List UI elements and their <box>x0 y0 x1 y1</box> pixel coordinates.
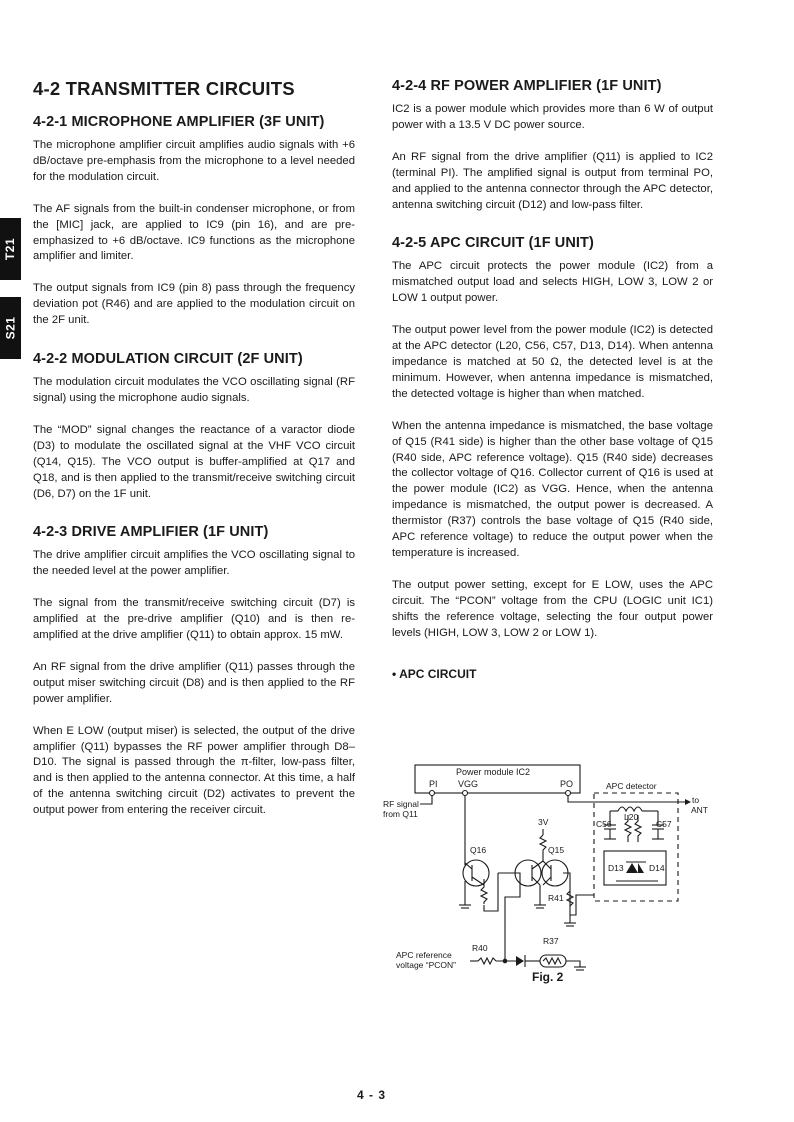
paragraph: The AF signals from the built-in condenser microphone, or from the [MIC] jack, are applied to IC9 (pin 16), and are pre-emphasized to +6 dB/octave. IC9 functions as the microphone amplifier and limiter. <box>33 202 355 263</box>
rf-signal-source-label: from Q11 <box>383 809 418 819</box>
3v-label: 3V <box>538 817 549 827</box>
paragraph: The “MOD” signal changes the reactance of a varactor diode (D3) to modulate the oscillated signal at the VHF VCO circuit (Q14, Q15). The VCO output is buffer-amplified at Q17 and Q18, and is then applied to the transmit/receive switching circuit (D6, D7) on the 1F unit. <box>33 423 355 500</box>
side-tab-t21-label: T21 <box>3 237 18 261</box>
side-tab-s21 <box>0 297 21 359</box>
d13-label: D13 <box>608 863 624 873</box>
figure-caption: Fig. 2 <box>532 970 564 984</box>
section-heading-rf-power-amplifier: 4-2-4 RF POWER AMPLIFIER (1F UNIT) <box>392 78 662 94</box>
section-heading-microphone-amplifier: 4-2-1 MICROPHONE AMPLIFIER (3F UNIT) <box>33 114 325 130</box>
d14-diode <box>638 863 644 873</box>
paragraph: IC2 is a power module which provides more than 6 W of output power with a 13.5 V DC power source. <box>392 103 713 131</box>
paragraph: The output signals from IC9 (pin 8) pass through the frequency deviation pot (R46) and are applied to the modulation circuit on the 2F unit. <box>33 282 355 327</box>
section-heading-drive-amplifier: 4-2-3 DRIVE AMPLIFIER (1F UNIT) <box>33 524 269 541</box>
vgg-label: VGG <box>458 779 479 789</box>
left-column <box>33 70 355 835</box>
paragraph: When the antenna impedance is mismatched, the base voltage of Q15 (R41 side) is higher than the other base voltage of Q15 (R40 side, APC reference voltage). Q15 (R40 side) decreases the collector voltage of Q16. Collector current of Q16 is used at the power module (IC2) as VGG. Hence, when the antenna impedance is mismatched, the output power is decreased. A thermistor (R37) controls the base voltage of Q15 (R40 side, APC reference voltage) to reduce the output power when the temperature is increased. <box>392 419 713 559</box>
section-heading-modulation-circuit: 4-2-2 MODULATION CIRCUIT (2F UNIT) <box>33 351 303 368</box>
to-ant-label: to <box>692 795 700 805</box>
q16-transistor <box>463 860 489 886</box>
paragraph: An RF signal from the drive amplifier (Q11) passes through the output miser switching circuit (D8) and is then applied to the RF power amplifier. <box>33 660 355 705</box>
paragraph: The signal from the transmit/receive switching circuit (D7) is amplified at the pre-drive amplifier (Q10) and is then re-amplified at the drive amplifier (Q11) to obtain approx. 15 mW. <box>33 597 355 642</box>
d14-label: D14 <box>649 863 665 873</box>
q15-label: Q15 <box>548 845 565 855</box>
apc-detector-label: APC detector <box>606 781 657 791</box>
r40-resistor <box>478 958 496 964</box>
page-number: 4 - 3 <box>357 1088 387 1102</box>
apc-reference-label: APC reference <box>396 950 452 960</box>
l20-coil <box>618 807 642 811</box>
section-heading-apc-circuit: 4-2-5 APC CIRCUIT (1F UNIT) <box>392 235 594 252</box>
paragraph: The output power level from the power module (IC2) is detected at the APC detector (L20, C56, C57, D13, D14). When antenna impedance is matched at 50 Ω, the detected level is at the minimum. However, when antenna impedance is mismatched, the detected voltage is higher than when matched. <box>392 324 713 400</box>
side-tab-t21 <box>0 218 21 280</box>
q16-label: Q16 <box>470 845 487 855</box>
c56-label: C56 <box>596 819 612 829</box>
r40-label: R40 <box>472 943 488 953</box>
side-tab-s21-label: S21 <box>3 316 18 340</box>
apc-circuit-diagram <box>380 755 710 975</box>
ic-label: Power module IC2 <box>456 767 531 777</box>
paragraph: The drive amplifier circuit amplifies the VCO oscillating signal to the needed level at the power amplifier. <box>33 549 355 578</box>
figure-heading: • APC CIRCUIT <box>392 667 477 682</box>
po-label: PO <box>560 779 574 789</box>
page-title: 4-2 TRANSMITTER CIRCUITS <box>33 78 295 99</box>
right-column <box>392 70 713 681</box>
paragraph: When E LOW (output miser) is selected, the output of the drive amplifier (Q11) bypasses the RF power amplifier through D8–D10. The signal is passed through the π-filter, low-pass filter, and is then applied to the antenna connector. At this time, a half of the antenna switching circuit (D2) activates to prevent the output power from entering the receiver circuit. <box>33 724 355 817</box>
rf-signal-label: RF signal <box>383 799 419 809</box>
c57-label: C57 <box>656 819 672 829</box>
l20-label: L20 <box>624 812 639 822</box>
pi-label: PI <box>429 779 438 789</box>
paragraph: The APC circuit protects the power module (IC2) from a mismatched output load and selects HIGH, LOW 3, LOW 2 or LOW 1 output power. <box>392 260 713 305</box>
r41-label: R41 <box>548 893 564 903</box>
r37-label: R37 <box>543 936 559 946</box>
paragraph: An RF signal from the drive amplifier (Q11) is applied to IC2 (terminal PI). The amplified signal is output from terminal PO, and applied to the antenna connector through the APC detector, antenna switching circuit (D12) and low-pass filter. <box>392 150 713 211</box>
paragraph: The output power setting, except for E LOW, uses the APC circuit. The “PCON” voltage from the CPU (LOGIC unit IC1) shifts the reference voltage, selecting the four output power levels (HIGH, LOW 3, LOW 2 or LOW 1). <box>392 578 713 639</box>
d13-diode <box>626 863 638 873</box>
reference-diode <box>516 956 524 966</box>
paragraph: The microphone amplifier circuit amplifies audio signals with +6 dB/octave pre-emphasis from the microphone to a level needed for the modulation circuit. <box>33 139 355 183</box>
pcon-label: voltage “PCON” <box>396 960 456 970</box>
paragraph: The modulation circuit modulates the VCO oscillating signal (RF signal) using the microphone audio signals. <box>33 376 355 404</box>
ant-label: ANT <box>691 805 708 815</box>
